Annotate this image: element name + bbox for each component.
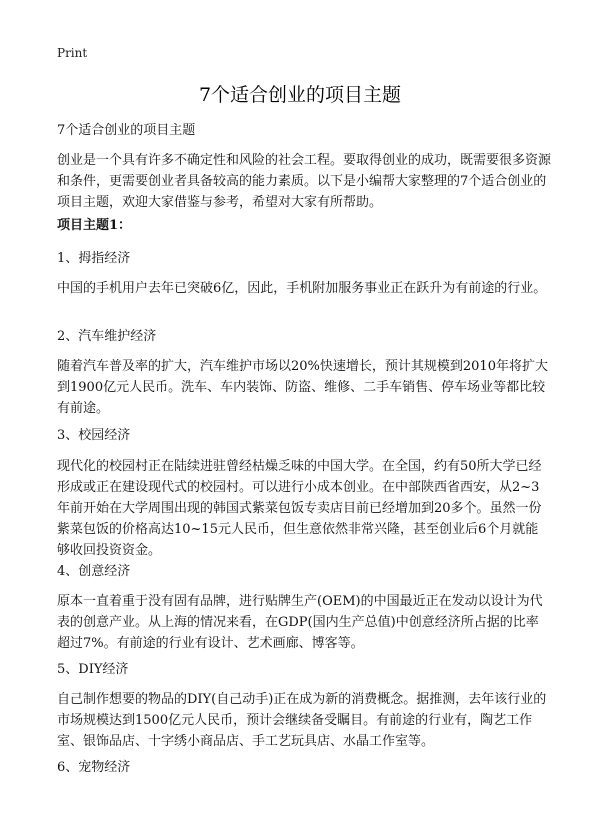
item-text-1: 中国的手机用户去年已突破6亿，因此，手机附加服务事业正在跃升为有前途的行业。 <box>57 281 547 296</box>
item-heading-3: 3、校园经济 <box>57 428 131 443</box>
item-text-3: 现代化的校园村正在陆续进驻曾经枯燥乏味的中国大学。在全国，约有50所大学已经形成或正在建设现代式的校园村。可以进行小成本创业。在中部陕西省西安，从2~3年前开始在大学周围出现的韩国式紫菜包饭专卖店目前已经增加到20多个。虽然一份紫菜包饭的价格高达10~15元人民币，但生意依然非常兴隆，甚至创业后6个月就能够收回投资资金。 <box>57 459 542 558</box>
item-heading-2: 2、汽车维护经济 <box>57 329 157 344</box>
print-label: Print <box>57 46 88 60</box>
item-text-4: 原本一直着重于没有固有品牌，进行贴牌生产(OEM)的中国最近正在发动以设计为代表的创意产业。从上海的情况来看，在GDP(国内生产总值)中创意经济所占据的比率超过7%。有前途的行业有设计、艺术画廊、博客等。 <box>57 594 543 651</box>
item-text-2: 随着汽车普及率的扩大，汽车维护市场以20%快速增长，预计其规模到2010年将扩大到1900亿元人民币。洗车、车内装饰、防盗、维修、二手车销售、停车场业等都比较有前途。 <box>57 359 548 416</box>
document-title: 7个适合创业的项目主题 <box>198 84 402 106</box>
item-heading-5: 5、DIY经济 <box>57 662 129 677</box>
item-text-5: 自己制作想要的物品的DIY(自己动手)正在成为新的消费概念。据推测，去年该行业的市场规模达到1500亿元人民币，预计会继续备受瞩目。有前途的行业有，陶艺工作室、银饰品店、十字绣小商品店、手工艺玩具店、水晶工作室等。 <box>57 692 547 749</box>
section-heading: 项目主题1： <box>57 218 132 233</box>
subtitle: 7个适合创业的项目主题 <box>57 123 196 138</box>
item-heading-6: 6、宠物经济 <box>57 760 131 775</box>
item-heading-1: 1、拇指经济 <box>57 251 131 266</box>
item-heading-4: 4、创意经济 <box>57 564 131 579</box>
intro-paragraph: 创业是一个具有许多不确定性和风险的社会工程。要取得创业的成功，既需要很多资源和条件，更需要创业者具备较高的能力素质。以下是小编帮大家整理的7个适合创业的项目主题，欢迎大家借鉴与参考，希望对大家有所帮助。 <box>57 153 552 210</box>
